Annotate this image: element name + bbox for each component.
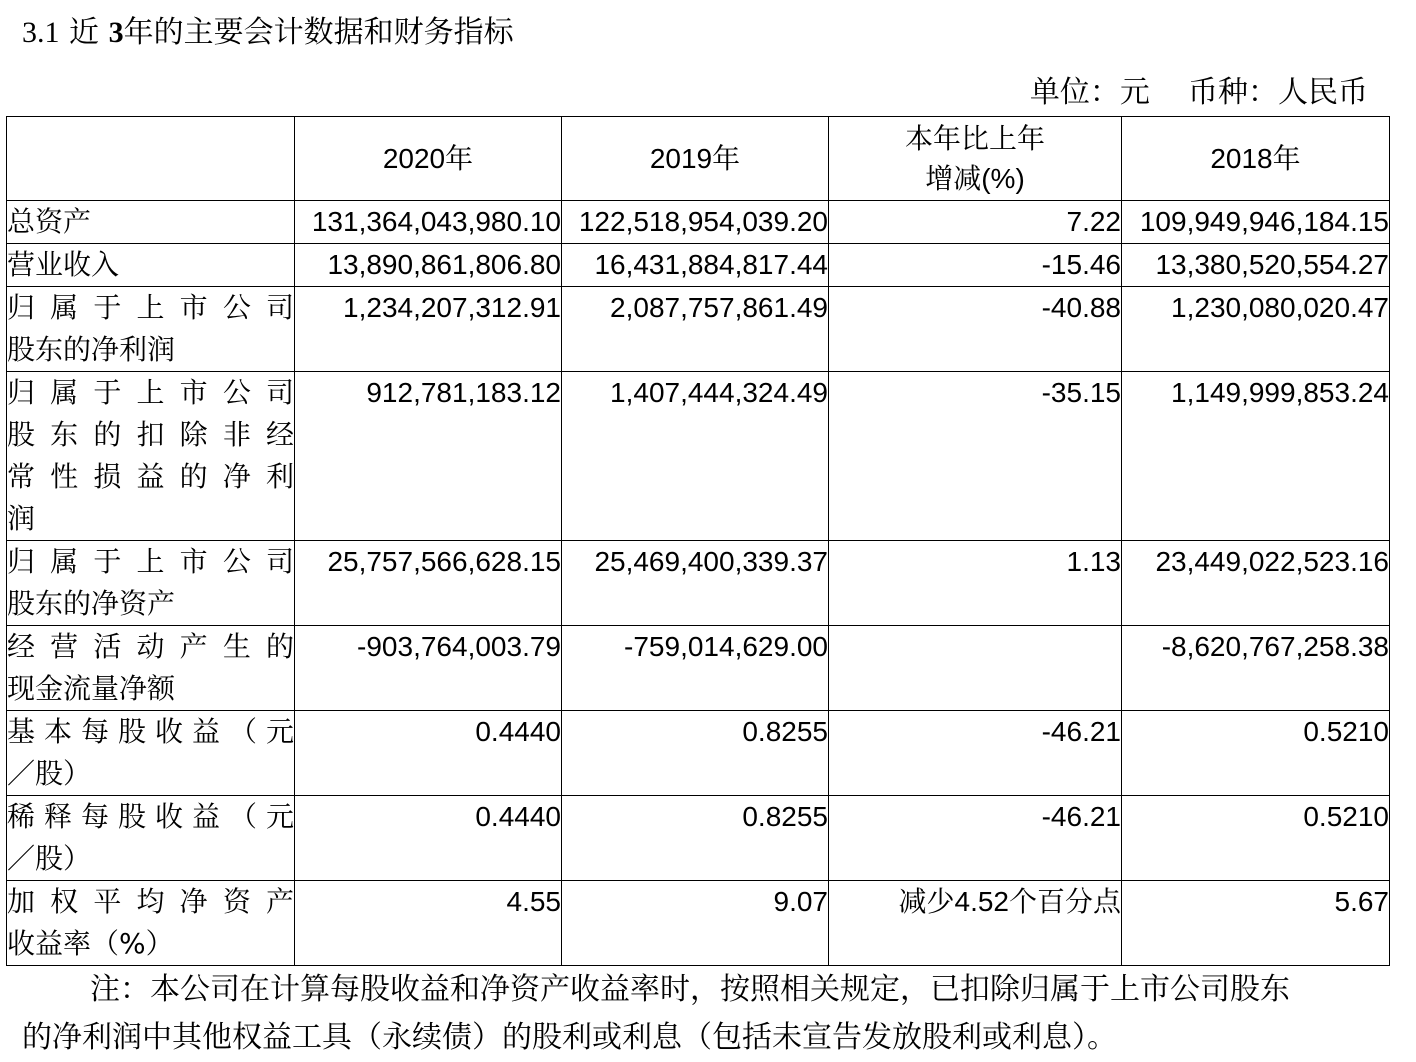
row-label-line: 基本每股收益（元 — [7, 715, 294, 748]
heading-years: 3 — [108, 16, 124, 49]
section-heading — [22, 12, 514, 54]
table-row — [7, 881, 1390, 966]
value-2018: 23,449,022,523.16 — [1122, 541, 1390, 626]
value-2018: 0.5210 — [1122, 796, 1390, 881]
value-2020: 13,890,861,806.80 — [295, 244, 562, 287]
row-label-line: 经营活动产生的 — [7, 630, 294, 663]
table-row — [7, 201, 1390, 244]
row-label — [7, 244, 295, 287]
header-change-line1: 本年比上年 — [904, 122, 1045, 154]
value-2020: 0.4440 — [295, 796, 562, 881]
value-2020: 131,364,043,980.10 — [295, 201, 562, 244]
row-label-line: ／股） — [7, 757, 92, 790]
table-row — [7, 287, 1390, 372]
value-2018: 0.5210 — [1122, 711, 1390, 796]
row-label-line: 营业收入 — [7, 248, 120, 281]
value-2020: 4.55 — [295, 881, 562, 966]
value-2018: 1,149,999,853.24 — [1122, 372, 1390, 541]
footnote-line-2: 的净利润中其他权益工具（永续债）的股利或利息（包括未宣告发放股利或利息）。 — [22, 1020, 1117, 1055]
header-change-line2: 增减(%) — [925, 162, 1025, 194]
row-label-line: 股东的净资产 — [7, 587, 176, 620]
table-row — [7, 796, 1390, 881]
value-change: 7.22 — [829, 201, 1122, 244]
financial-indicators-table — [6, 116, 1390, 966]
value-change: -40.88 — [829, 287, 1122, 372]
table-row — [7, 626, 1390, 711]
table-row — [7, 244, 1390, 287]
value-2018: 13,380,520,554.27 — [1122, 244, 1390, 287]
header-blank — [7, 117, 295, 201]
value-change: -46.21 — [829, 711, 1122, 796]
row-label — [7, 626, 295, 711]
row-label — [7, 711, 295, 796]
value-2019: 122,518,954,039.20 — [562, 201, 829, 244]
row-label-line: 股东的扣除非经 — [7, 418, 294, 451]
header-2019: 2019年 — [562, 117, 829, 201]
row-label-line: 归属于上市公司 — [7, 545, 294, 578]
value-2020: 25,757,566,628.15 — [295, 541, 562, 626]
footnote-line-1: 注：本公司在计算每股收益和净资产收益率时，按照相关规定，已扣除归属于上市公司股东 — [90, 972, 1290, 1007]
value-2019: 0.8255 — [562, 711, 829, 796]
row-label-line: 总资产 — [7, 205, 92, 238]
row-label — [7, 372, 295, 541]
value-2018: -8,620,767,258.38 — [1122, 626, 1390, 711]
row-label — [7, 541, 295, 626]
footnote — [22, 966, 1372, 1062]
value-2018: 5.67 — [1122, 881, 1390, 966]
header-2018: 2018年 — [1122, 117, 1390, 201]
row-label — [7, 796, 295, 881]
row-label-line: 稀释每股收益（元 — [7, 800, 294, 833]
row-label — [7, 881, 295, 966]
row-label — [7, 201, 295, 244]
row-label-line: 加权平均净资产 — [7, 885, 294, 918]
value-2018: 109,949,946,184.15 — [1122, 201, 1390, 244]
value-change: 1.13 — [829, 541, 1122, 626]
value-change: -46.21 — [829, 796, 1122, 881]
value-change: 减少4.52个百分点 — [829, 881, 1122, 966]
value-2020: 1,234,207,312.91 — [295, 287, 562, 372]
value-change — [829, 626, 1122, 711]
row-label-line: 归属于上市公司 — [7, 291, 294, 324]
value-2019: 2,087,757,861.49 — [562, 287, 829, 372]
value-2020: 0.4440 — [295, 711, 562, 796]
section-number: 3.1 — [22, 16, 60, 49]
heading-prefix: 近 — [69, 15, 100, 50]
value-2019: 9.07 — [562, 881, 829, 966]
table-header-row — [7, 117, 1390, 201]
table-row — [7, 711, 1390, 796]
value-2020: 912,781,183.12 — [295, 372, 562, 541]
value-2018: 1,230,080,020.47 — [1122, 287, 1390, 372]
header-2020: 2020年 — [295, 117, 562, 201]
row-label-line: ／股） — [7, 842, 92, 875]
row-label-line: 归属于上市公司 — [7, 376, 294, 409]
row-label-line: 润 — [7, 502, 36, 535]
value-2019: -759,014,629.00 — [562, 626, 829, 711]
value-2020: -903,764,003.79 — [295, 626, 562, 711]
unit-currency-line: 单位：元 币种：人民币 — [1029, 75, 1368, 110]
value-2019: 1,407,444,324.49 — [562, 372, 829, 541]
value-2019: 25,469,400,339.37 — [562, 541, 829, 626]
value-change: -35.15 — [829, 372, 1122, 541]
value-2019: 16,431,884,817.44 — [562, 244, 829, 287]
value-change: -15.46 — [829, 244, 1122, 287]
value-2019: 0.8255 — [562, 796, 829, 881]
header-change — [829, 117, 1122, 201]
table-row — [7, 541, 1390, 626]
heading-suffix: 年的主要会计数据和财务指标 — [123, 15, 514, 50]
row-label — [7, 287, 295, 372]
row-label-line: 股东的净利润 — [7, 333, 176, 366]
row-label-line: 收益率（%） — [7, 927, 174, 960]
row-label-line: 常性损益的净利 — [7, 460, 294, 493]
row-label-line: 现金流量净额 — [7, 672, 176, 705]
table-row — [7, 372, 1390, 541]
table-body — [7, 201, 1390, 966]
